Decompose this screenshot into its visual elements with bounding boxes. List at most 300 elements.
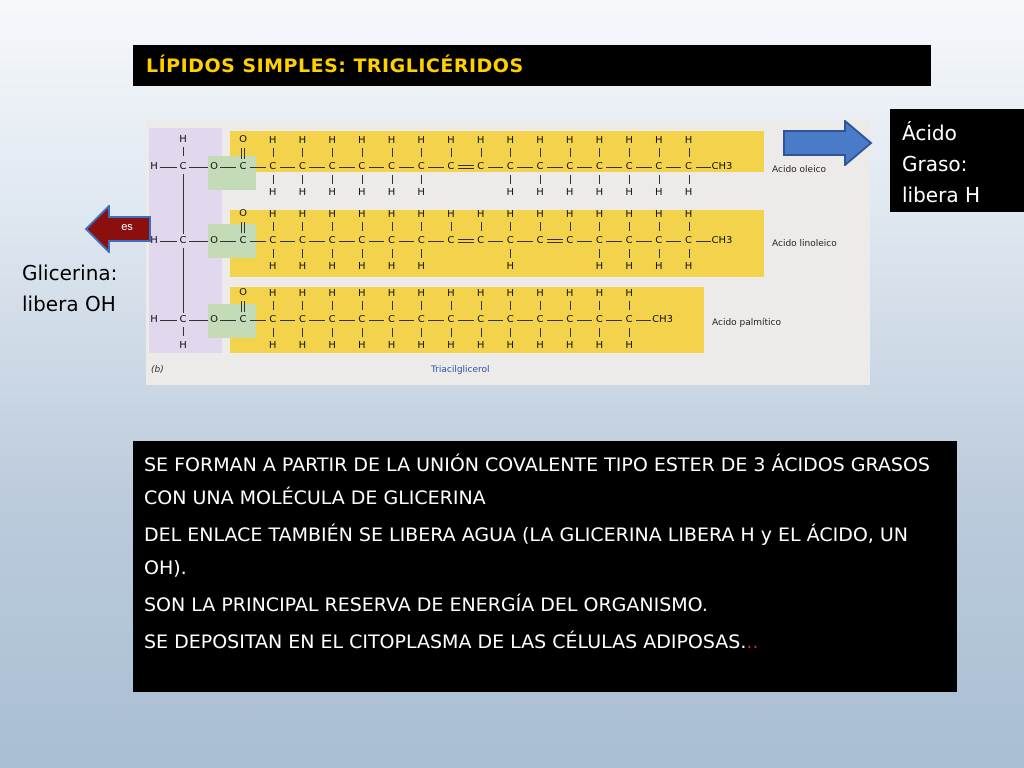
carbon-atom: C xyxy=(358,161,366,172)
single-bond xyxy=(302,222,303,231)
carbon-atom: C xyxy=(239,314,247,325)
single-bond xyxy=(540,148,541,157)
single-bond xyxy=(606,241,622,242)
single-bond xyxy=(273,148,274,157)
single-bond xyxy=(392,301,393,310)
single-bond xyxy=(309,320,325,321)
single-bond xyxy=(280,167,296,168)
hydrogen-atom: H xyxy=(625,261,633,272)
single-bond xyxy=(339,241,355,242)
carbon-atom: C xyxy=(239,235,247,246)
single-bond xyxy=(273,175,274,184)
hydrogen-atom: H xyxy=(298,261,307,272)
single-bond xyxy=(689,175,690,184)
hydrogen-atom: H xyxy=(417,135,425,146)
hydrogen-atom: H xyxy=(328,261,336,272)
single-bond xyxy=(451,301,452,310)
single-bond xyxy=(488,320,504,321)
single-bond xyxy=(547,167,563,168)
hydrogen-atom: H xyxy=(506,209,515,220)
hydrogen-atom: H xyxy=(387,340,396,351)
single-bond xyxy=(517,241,533,242)
single-bond xyxy=(517,320,533,321)
single-bond xyxy=(577,167,593,168)
single-bond xyxy=(629,175,630,184)
single-bond xyxy=(488,241,504,242)
acido-graso-box xyxy=(890,109,1024,212)
single-bond xyxy=(399,167,415,168)
carbon-atom: C xyxy=(655,161,663,172)
carbon-atom: C xyxy=(477,235,485,246)
hydrogen-atom: H xyxy=(417,261,425,272)
single-bond xyxy=(339,320,355,321)
double-bond xyxy=(241,301,245,312)
hydrogen-atom: H xyxy=(684,261,693,272)
single-bond xyxy=(629,301,630,310)
hydrogen-atom: H xyxy=(358,135,366,146)
figure-caption: Triacilglicerol xyxy=(431,365,490,375)
carbon-atom: C xyxy=(358,314,366,325)
single-bond xyxy=(540,175,541,184)
single-bond xyxy=(189,320,208,321)
hydrogen-atom: H xyxy=(447,135,455,146)
hydrogen-atom: H xyxy=(298,135,307,146)
hydrogen-atom: H xyxy=(595,340,604,351)
hydrogen-atom: H xyxy=(684,135,693,146)
hydrogen-atom: H xyxy=(565,209,574,220)
single-bond xyxy=(599,301,600,310)
single-bond xyxy=(510,301,511,310)
single-bond xyxy=(280,241,296,242)
single-bond xyxy=(510,249,511,258)
hydrogen-atom: H xyxy=(506,187,515,198)
single-bond xyxy=(570,301,571,310)
single-bond xyxy=(606,167,622,168)
single-bond xyxy=(481,301,482,310)
hydrogen-atom: H xyxy=(298,288,307,299)
single-bond xyxy=(570,328,571,337)
single-bond xyxy=(339,167,355,168)
figure-caption-letter: (b) xyxy=(151,365,164,375)
single-bond xyxy=(160,320,177,321)
single-bond xyxy=(428,241,444,242)
hydrogen-atom: H xyxy=(447,340,455,351)
single-bond xyxy=(540,328,541,337)
single-bond xyxy=(250,167,266,168)
carbon-atom: C xyxy=(269,161,277,172)
single-bond xyxy=(273,222,274,231)
single-bond xyxy=(659,249,660,258)
methyl-group: CH3 xyxy=(652,314,673,325)
hydrogen-atom: H xyxy=(150,314,158,325)
single-bond xyxy=(510,328,511,337)
single-bond xyxy=(421,175,422,184)
single-bond xyxy=(659,148,660,157)
methyl-group: CH3 xyxy=(711,161,733,172)
carbon-atom: C xyxy=(328,314,336,325)
carbon-atom: C xyxy=(269,314,277,325)
single-bond xyxy=(362,175,363,184)
single-bond xyxy=(666,241,682,242)
single-bond xyxy=(599,328,600,337)
info-paragraph-3: SON LA PRINCIPAL RESERVA DE ENERGÍA DEL ORGANISMO. xyxy=(144,594,708,616)
single-bond xyxy=(659,175,660,184)
single-bond xyxy=(421,148,422,157)
hydrogen-atom: H xyxy=(298,209,307,220)
single-bond xyxy=(302,301,303,310)
single-bond xyxy=(392,222,393,231)
single-bond xyxy=(392,148,393,157)
hydrogen-atom: H xyxy=(268,209,277,220)
hydrogen-atom: H xyxy=(268,135,277,146)
carbon-atom: C xyxy=(506,314,514,325)
single-bond xyxy=(659,222,660,231)
hydrogen-atom: H xyxy=(684,209,693,220)
single-bond xyxy=(510,148,511,157)
single-bond xyxy=(540,301,541,310)
info-box xyxy=(133,441,957,692)
hydrogen-atom: H xyxy=(595,135,604,146)
hydrogen-atom: H xyxy=(625,135,633,146)
single-bond xyxy=(183,248,184,313)
single-bond xyxy=(250,241,266,242)
single-bond xyxy=(362,148,363,157)
hydrogen-atom: H xyxy=(387,187,396,198)
single-bond xyxy=(362,222,363,231)
hydrogen-atom: H xyxy=(447,209,455,220)
single-bond xyxy=(250,320,266,321)
arrow-right-icon xyxy=(783,120,873,166)
single-bond xyxy=(689,222,690,231)
single-bond xyxy=(392,175,393,184)
single-bond xyxy=(369,320,385,321)
glicerina-line-1: Glicerina: xyxy=(22,261,118,285)
single-bond xyxy=(183,174,184,234)
hydrogen-atom: H xyxy=(476,135,485,146)
single-bond xyxy=(451,148,452,157)
single-bond xyxy=(273,301,274,310)
single-bond xyxy=(570,148,571,157)
info-paragraph-2: DEL ENLACE TAMBIÉN SE LIBERA AGUA (LA GLICERINA LIBERA H y EL ÁCIDO, UN OH). xyxy=(144,524,908,579)
info-paragraph-4-suffix: .. xyxy=(746,631,759,653)
single-bond xyxy=(458,320,474,321)
single-bond xyxy=(332,249,333,258)
single-bond xyxy=(629,148,630,157)
hydrogen-atom: H xyxy=(417,209,425,220)
single-bond xyxy=(362,328,363,337)
hydrogen-atom: H xyxy=(417,288,425,299)
hydrogen-atom: H xyxy=(595,261,604,272)
triacylglycerol-figure xyxy=(146,120,870,385)
single-bond xyxy=(599,222,600,231)
single-bond xyxy=(220,241,236,242)
hydrogen-atom: H xyxy=(358,209,366,220)
single-bond xyxy=(369,241,385,242)
hydrogen-atom: H xyxy=(150,161,158,172)
carbon-atom: C xyxy=(239,161,247,172)
single-bond xyxy=(696,167,711,168)
single-bond xyxy=(392,249,393,258)
carbon-atom: C xyxy=(388,314,395,325)
hydrogen-atom: H xyxy=(476,340,485,351)
hydrogen-atom: H xyxy=(655,209,663,220)
hydrogen-atom: H xyxy=(536,135,544,146)
hydrogen-atom: H xyxy=(150,235,158,246)
single-bond xyxy=(481,148,482,157)
single-bond xyxy=(481,328,482,337)
hydrogen-atom: H xyxy=(655,135,663,146)
carbon-atom: C xyxy=(417,314,425,325)
single-bond xyxy=(421,222,422,231)
single-bond xyxy=(696,241,711,242)
carbon-atom: C xyxy=(328,161,336,172)
hydrogen-atom: H xyxy=(684,187,693,198)
hydrogen-atom: H xyxy=(328,340,336,351)
single-bond xyxy=(599,249,600,258)
hydrogen-atom: H xyxy=(506,340,515,351)
single-bond xyxy=(421,301,422,310)
single-bond xyxy=(362,301,363,310)
single-bond xyxy=(183,147,184,156)
oxygen-atom: O xyxy=(210,314,218,325)
single-bond xyxy=(636,167,652,168)
glicerina-line-2: libera OH xyxy=(22,292,116,316)
carbon-atom: C xyxy=(298,235,306,246)
carbon-atom: C xyxy=(298,161,306,172)
oxygen-atom: O xyxy=(239,134,247,145)
info-paragraph-4 xyxy=(144,626,949,659)
hydrogen-atom: H xyxy=(565,288,574,299)
hydrogen-atom: H xyxy=(268,261,277,272)
carbon-atom: C xyxy=(685,235,692,246)
hydrogen-atom: H xyxy=(268,288,277,299)
acid-label-linoleic: Acido linoleico xyxy=(772,239,837,249)
single-bond xyxy=(273,249,274,258)
single-bond xyxy=(689,249,690,258)
acid-label-palmitic: Acido palmítico xyxy=(712,318,782,328)
carbon-atom: C xyxy=(417,161,425,172)
hydrogen-atom: H xyxy=(476,209,485,220)
single-bond xyxy=(302,175,303,184)
hydrogen-atom: H xyxy=(328,135,336,146)
hydrogen-atom: H xyxy=(595,187,604,198)
single-bond xyxy=(302,249,303,258)
single-bond xyxy=(599,175,600,184)
single-bond xyxy=(160,241,177,242)
carbon-atom: C xyxy=(447,161,455,172)
double-bond xyxy=(458,239,474,243)
single-bond xyxy=(629,249,630,258)
carbon-atom: C xyxy=(477,161,485,172)
carbon-atom: C xyxy=(447,314,455,325)
carbon-atom: C xyxy=(447,235,455,246)
hydrogen-atom: H xyxy=(595,209,604,220)
carbon-atom: C xyxy=(625,161,633,172)
carbon-atom: C xyxy=(388,235,395,246)
hydrogen-atom: H xyxy=(565,135,574,146)
carbon-atom: C xyxy=(417,235,425,246)
carbon-atom: C xyxy=(595,235,603,246)
carbon-atom: C xyxy=(566,235,574,246)
single-bond xyxy=(540,222,541,231)
single-bond xyxy=(332,301,333,310)
carbon-atom: C xyxy=(506,161,514,172)
hydrogen-atom: H xyxy=(358,288,366,299)
single-bond xyxy=(547,320,563,321)
hydrogen-atom: H xyxy=(358,340,366,351)
carbon-atom: C xyxy=(269,235,277,246)
info-paragraph-1: SE FORMAN A PARTIR DE LA UNIÓN COVALENTE TIPO ESTER DE 3 ÁCIDOS GRASOS CON UNA MOLÉCULA DE GLICERINA xyxy=(144,454,930,509)
hydrogen-atom: H xyxy=(506,288,515,299)
hydrogen-atom: H xyxy=(655,261,663,272)
single-bond xyxy=(481,222,482,231)
single-bond xyxy=(160,167,177,168)
hydrogen-atom: H xyxy=(328,209,336,220)
hydrogen-atom: H xyxy=(387,209,396,220)
hydrogen-atom: H xyxy=(417,187,425,198)
hydrogen-atom: H xyxy=(565,187,574,198)
oxygen-atom: O xyxy=(210,161,218,172)
carbon-atom: C xyxy=(685,161,692,172)
arrow-left-label: es xyxy=(121,221,133,233)
carbon-atom: C xyxy=(506,235,514,246)
hydrogen-atom: H xyxy=(179,134,187,145)
single-bond xyxy=(577,241,593,242)
glicerina-label xyxy=(22,258,142,320)
single-bond xyxy=(451,328,452,337)
hydrogen-atom: H xyxy=(506,261,515,272)
hydrogen-atom: H xyxy=(268,187,277,198)
hydrogen-atom: H xyxy=(328,187,336,198)
carbon-atom: C xyxy=(536,161,544,172)
single-bond xyxy=(189,241,208,242)
carbon-atom: C xyxy=(388,161,395,172)
single-bond xyxy=(189,167,208,168)
carbon-atom: C xyxy=(358,235,366,246)
single-bond xyxy=(666,167,682,168)
single-bond xyxy=(421,249,422,258)
single-bond xyxy=(510,175,511,184)
carbon-atom: C xyxy=(179,161,187,172)
hydrogen-atom: H xyxy=(447,288,455,299)
single-bond xyxy=(369,167,385,168)
single-bond xyxy=(629,222,630,231)
hydrogen-atom: H xyxy=(536,288,544,299)
single-bond xyxy=(309,167,325,168)
single-bond xyxy=(421,328,422,337)
single-bond xyxy=(309,241,325,242)
acido-line-2: Graso: xyxy=(902,152,968,176)
single-bond xyxy=(399,241,415,242)
single-bond xyxy=(302,148,303,157)
hydrogen-atom: H xyxy=(595,288,604,299)
hydrogen-atom: H xyxy=(387,288,396,299)
single-bond xyxy=(428,167,444,168)
hydrogen-atom: H xyxy=(625,288,633,299)
info-paragraph-4-text: SE DEPOSITAN EN EL CITOPLASMA DE LAS CÉLULAS ADIPOSAS. xyxy=(144,631,747,653)
single-bond xyxy=(636,320,651,321)
hydrogen-atom: H xyxy=(387,135,396,146)
single-bond xyxy=(570,175,571,184)
hydrogen-atom: H xyxy=(417,340,425,351)
double-bond xyxy=(458,165,474,169)
carbon-atom: C xyxy=(536,314,544,325)
carbon-atom: C xyxy=(298,314,306,325)
single-bond xyxy=(488,167,504,168)
single-bond xyxy=(689,148,690,157)
single-bond xyxy=(399,320,415,321)
single-bond xyxy=(273,328,274,337)
single-bond xyxy=(332,222,333,231)
acido-line-3: libera H xyxy=(902,183,980,207)
carbon-atom: C xyxy=(566,161,574,172)
hydrogen-atom: H xyxy=(536,187,544,198)
hydrogen-atom: H xyxy=(358,261,366,272)
carbon-atom: C xyxy=(625,314,633,325)
hydrogen-atom: H xyxy=(268,340,277,351)
hydrogen-atom: H xyxy=(179,340,187,351)
single-bond xyxy=(606,320,622,321)
acido-line-1: Ácido xyxy=(902,121,957,145)
arrow-left-shape xyxy=(85,205,151,253)
single-bond xyxy=(451,222,452,231)
hydrogen-atom: H xyxy=(506,135,515,146)
carbon-atom: C xyxy=(566,314,574,325)
hydrogen-atom: H xyxy=(358,187,366,198)
hydrogen-atom: H xyxy=(625,340,633,351)
hydrogen-atom: H xyxy=(298,187,307,198)
single-bond xyxy=(332,148,333,157)
carbon-atom: C xyxy=(655,235,663,246)
single-bond xyxy=(629,328,630,337)
slide-title: LÍPIDOS SIMPLES: TRIGLICÉRIDOS xyxy=(133,45,931,86)
single-bond xyxy=(332,175,333,184)
hydrogen-atom: H xyxy=(565,340,574,351)
single-bond xyxy=(332,328,333,337)
oxygen-atom: O xyxy=(239,208,247,219)
methyl-group: CH3 xyxy=(711,235,733,246)
single-bond xyxy=(392,328,393,337)
single-bond xyxy=(362,249,363,258)
acid-label-oleic: Acido oleico xyxy=(772,165,827,175)
double-bond xyxy=(241,222,245,233)
hydrogen-atom: H xyxy=(476,288,485,299)
single-bond xyxy=(302,328,303,337)
single-bond xyxy=(570,222,571,231)
hydrogen-atom: H xyxy=(625,187,633,198)
single-bond xyxy=(577,320,593,321)
oxygen-atom: O xyxy=(210,235,218,246)
carbon-atom: C xyxy=(328,235,336,246)
carbon-atom: C xyxy=(595,161,603,172)
hydrogen-atom: H xyxy=(328,288,336,299)
carbon-atom: C xyxy=(595,314,603,325)
carbon-atom: C xyxy=(477,314,485,325)
double-bond xyxy=(547,239,563,243)
oxygen-atom: O xyxy=(239,287,247,298)
single-bond xyxy=(599,148,600,157)
double-bond xyxy=(241,148,245,159)
single-bond xyxy=(183,327,184,336)
single-bond xyxy=(220,320,236,321)
hydrogen-atom: H xyxy=(298,340,307,351)
hydrogen-atom: H xyxy=(625,209,633,220)
single-bond xyxy=(636,241,652,242)
hydrogen-atom: H xyxy=(536,209,544,220)
single-bond xyxy=(280,320,296,321)
single-bond xyxy=(510,222,511,231)
single-bond xyxy=(220,167,236,168)
